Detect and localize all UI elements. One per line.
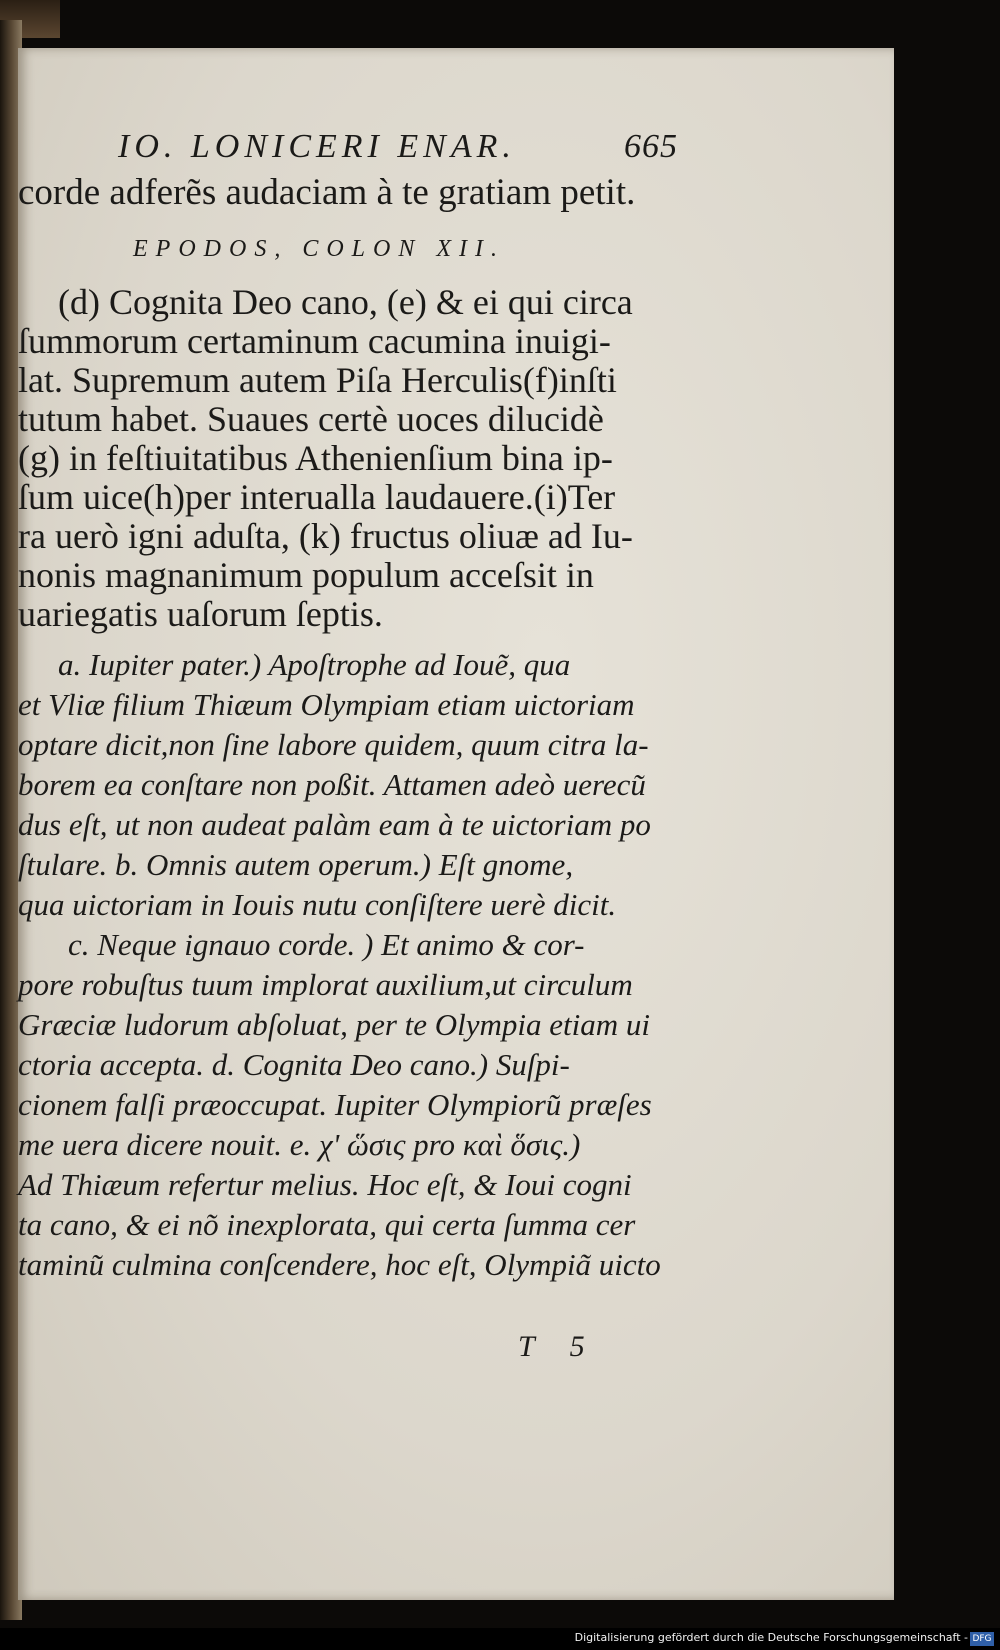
running-head-title: IO. LONICERI ENAR. bbox=[118, 128, 516, 165]
text-line: ſummorum certaminum cacumina inuigi- bbox=[18, 321, 611, 361]
text-line: (g) in feſtiuitatibus Athenienſium bina ip- bbox=[18, 438, 613, 478]
text-line: tutum habet. Suaues certè uoces dilucidè bbox=[18, 399, 604, 439]
footer-bar bbox=[0, 1628, 1000, 1650]
text-line: ſum uice(h)per interualla laudauere.(i)Ter bbox=[18, 477, 616, 517]
book-page bbox=[18, 48, 894, 1600]
running-head bbox=[118, 128, 678, 178]
funding-credit: Digitalisierung gefördert durch die Deutsche Forschungsgemeinschaft - bbox=[574, 1631, 968, 1644]
commentary-line: a. Iupiter pater.) Apoſtrophe ad Ioue͂, qua bbox=[58, 647, 571, 682]
text-line: ra uerò igni aduſta, (k) fructus oliuæ ad Iu- bbox=[18, 516, 633, 556]
commentary-line: qua uictoriam in Iouis nutu conſiſtere uerè dicit. bbox=[18, 887, 617, 922]
text-line: corde adferẽs audaciam à te gratiam petit. bbox=[18, 172, 636, 213]
commentary-line: c. Neque ignauo corde. ) Et animo & cor- bbox=[68, 927, 585, 962]
commentary-line: Ad Thiæum refertur melius. Hoc eſt, & Ioui cogni bbox=[18, 1167, 632, 1202]
commentary-line: pore robuſtus tuum implorat auxilium,ut circulum bbox=[18, 967, 633, 1002]
commentary-line: me uera dicere nouit. e. χ' ὥσις pro καὶ ὅσις.) bbox=[18, 1127, 581, 1162]
section-heading: EPODOS, COLON XII. bbox=[133, 236, 505, 262]
signature-mark: T 5 bbox=[518, 1330, 599, 1363]
commentary-line: ſtulare. b. Omnis autem operum.) Eſt gnome, bbox=[18, 847, 574, 882]
commentary-line: et Vliæ filium Thiæum Olympiam etiam uictoriam bbox=[18, 687, 635, 722]
dfg-logo-icon: DFG bbox=[970, 1632, 994, 1646]
text-line: (d) Cognita Deo cano, (e) & ei qui circa bbox=[58, 282, 633, 322]
commentary-line: dus eſt, ut non audeat palàm eam à te uictoriam po bbox=[18, 807, 651, 842]
commentary-line: borem ea conſtare non poßit. Attamen adeò uerecu͂ bbox=[18, 767, 646, 802]
commentary-line: taminu͂ culmina conſcendere, hoc eſt, Olympia͂ uicto bbox=[18, 1247, 661, 1282]
commentary-line: Græciæ ludorum abſoluat, per te Olympia etiam ui bbox=[18, 1007, 651, 1042]
commentary-line: optare dicit,non ſine labore quidem, quum citra la- bbox=[18, 727, 649, 762]
text-line: nonis magnanimum populum acceſsit in bbox=[18, 555, 594, 595]
text-line: uariegatis uaſorum ſeptis. bbox=[18, 594, 383, 634]
text-line: lat. Supremum autem Piſa Herculis(f)inſti bbox=[18, 360, 617, 400]
commentary-line: ctoria accepta. d. Cognita Deo cano.) Suſpi- bbox=[18, 1047, 570, 1082]
commentary-line: cionem falſi præoccupat. Iupiter Olympioru͂ præſes bbox=[18, 1087, 652, 1122]
page-number: 665 bbox=[624, 128, 678, 165]
commentary-line: ta cano, & ei no͂ inexplorata, qui certa ſumma cer bbox=[18, 1207, 636, 1242]
